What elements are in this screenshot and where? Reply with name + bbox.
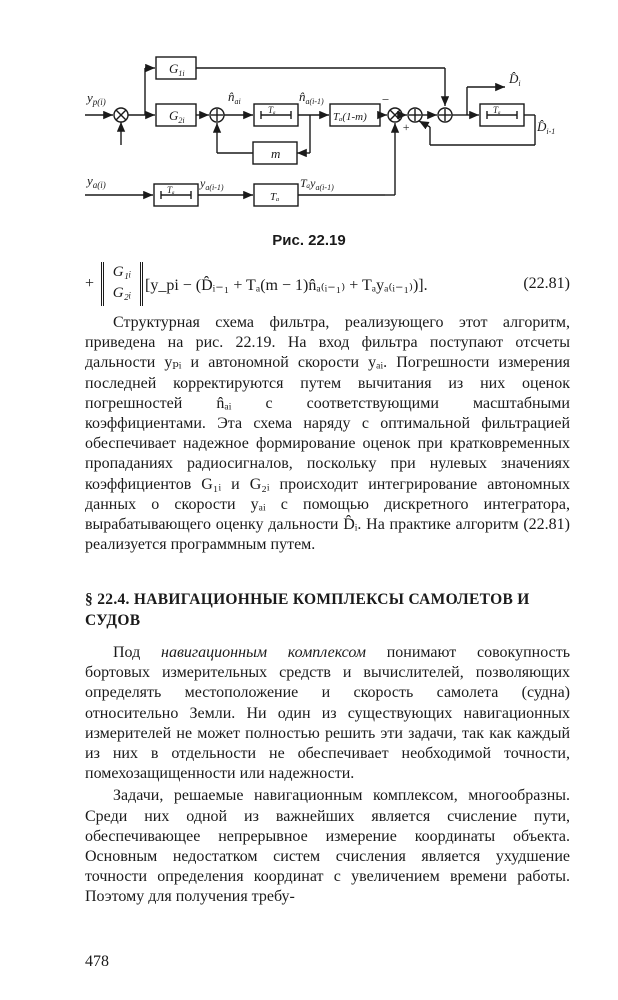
label-ta-4: Tₐ bbox=[270, 191, 280, 203]
label-n-ai: $n̂_{ai}$ bbox=[228, 89, 241, 106]
label-d-i: $D̂_i$ bbox=[509, 71, 521, 88]
label-g2: $G_{2i}$ bbox=[169, 108, 185, 125]
label-plus: + bbox=[402, 120, 411, 134]
label-ya: $y_{a(i)}$ bbox=[87, 173, 106, 190]
label-y-ai1: $y_{a(i-1)}$ bbox=[200, 176, 224, 192]
label-minus: − bbox=[381, 92, 390, 107]
label-g1: $G_{1i}$ bbox=[169, 61, 185, 78]
page-number: 478 bbox=[85, 953, 109, 970]
block-diagram-svg bbox=[85, 35, 555, 235]
paragraph-2-start: Под bbox=[113, 644, 161, 661]
label-ta-y: Tₐy$_{a(i-1)}$ bbox=[300, 176, 334, 192]
label-ta-3: Tₐ bbox=[167, 185, 175, 195]
matrix-top: G₁ᵢ bbox=[112, 264, 132, 280]
paragraph-1: Структурная схема фильтра, реализующего этот алгоритм, приведена на рис. 22.19. На вход фильтра поступают отсчеты дальности yₚᵢ и автономной скорости yₐᵢ. Погрешности измерения последней корректируются путем вычитания из них оценок погрешностей n̂ₐᵢ с соответствующими масштабными коэффициентами. Эта схема наряду с оптимальной фильтрацией обеспечивает надежное формирование оценок при кратковременных пропаданиях радиосигналов, поскольку при нулевых значениях коэффициентов G₁ᵢ и G₂ᵢ происходит интегрирование автономных данных о скорости yₐᵢ с помощью дискретного интегратора, вырабатывающего оценку дальности D̂ᵢ. На практике алгоритм (22.81) реализуется программным путем. bbox=[85, 314, 570, 554]
formula-plus: + bbox=[85, 275, 95, 292]
equation-22-81 bbox=[85, 262, 570, 310]
label-ta-1: Tₐ bbox=[268, 105, 276, 115]
paragraph-3: Задачи, решаемые навигационным комплексом, многообразны. Среди них одной из важнейших является счисление пути, обеспечивающее непрерывное измерение координаты объекта. Основным недостатком систем счисления является ухудшение точности определения координат с увеличением времени работы. Поэтому для получения требу- bbox=[85, 787, 570, 906]
formula-expression: [y_pi − (D̂ᵢ₋₁ + Tₐ(m − 1)n̂ₐ₍ᵢ₋₁₎ + Tₐyₐ₍ᵢ₋₁₎)]. bbox=[145, 277, 428, 294]
paragraph-structure bbox=[85, 313, 570, 555]
label-d-i1: $D̂_{i-1}$ bbox=[537, 119, 555, 136]
matrix-bottom: G₂ᵢ bbox=[112, 285, 132, 301]
defined-term: навигационным комплексом bbox=[161, 644, 366, 661]
label-yp: $y_{p(i)}$ bbox=[87, 90, 106, 107]
paragraph-2-rest: понимают совокупность бортовых измерительных средств и вычислителей, позволяющих определять местоположение и скорость самолета (судна) относительно Земли. Ни один из существующих навигационных измерителей не может полностью решить эти задачи, так как каждый из них в отдельности не обеспечивает необходимой точности, помехозащищенности или надежности. bbox=[85, 644, 570, 783]
paragraph-navigation bbox=[85, 643, 570, 908]
equation-number: (22.81) bbox=[523, 275, 570, 292]
figure-caption: Рис. 22.19 bbox=[272, 232, 346, 249]
label-ta-2: Tₐ bbox=[493, 105, 501, 115]
coefficient-matrix bbox=[101, 262, 143, 306]
label-ta-1-m: Tₐ(1-m) bbox=[333, 111, 367, 123]
label-m: m bbox=[271, 146, 281, 161]
block-diagram bbox=[85, 35, 555, 235]
paragraph-2 bbox=[85, 643, 570, 784]
section-heading: § 22.4. НАВИГАЦИОННЫЕ КОМПЛЕКСЫ САМОЛЕТОВ И СУДОВ bbox=[85, 591, 530, 629]
label-n-ai1: $n̂_{a(i-1)}$ bbox=[299, 89, 324, 106]
